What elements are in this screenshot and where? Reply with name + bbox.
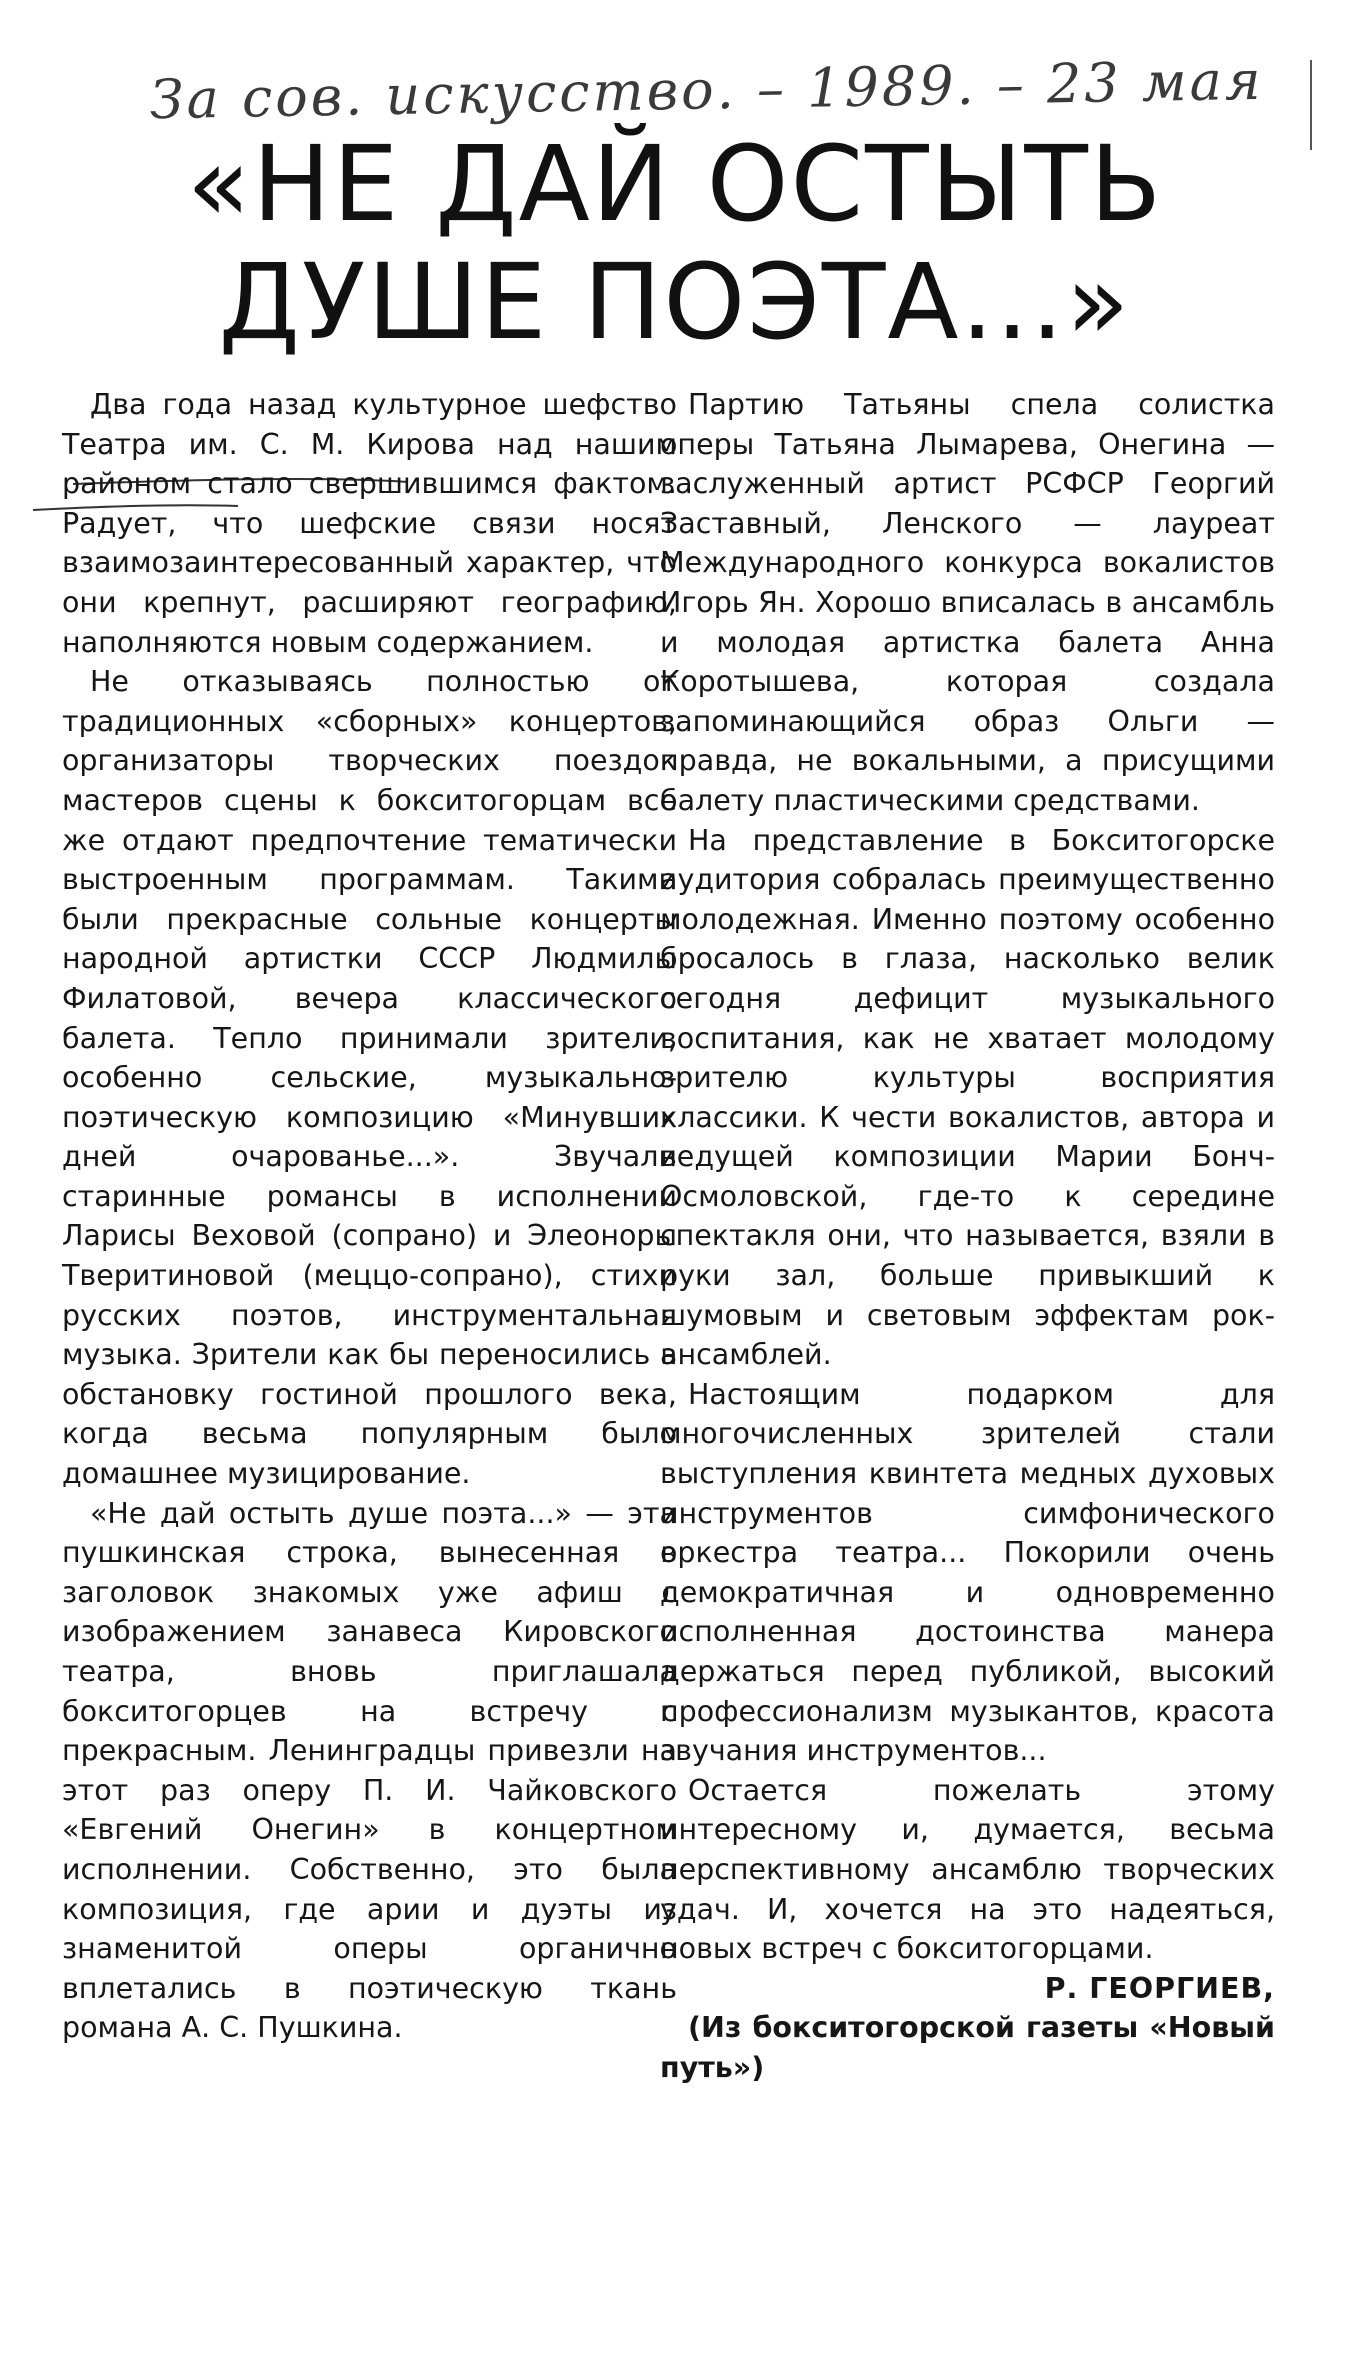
left-paragraph-1: Два года назад культурное шефство Театра им. С. М. Кирова над нашим районом стало свершившимся фактом. Радует, что шефские связи носят взаимозаинтересованный характер, что они крепнут, расширяют географию, наполняются новым содержанием.: [62, 388, 677, 659]
right-paragraph-3: Настоящим подарком для многочисленных зрителей стали выступления квинтета медных духовых инструментов симфонического оркестра театра... Покорили очень демократичная и одновременно исполненная достоинства манера держаться перед публикой, высокий профессионализм музыкантов, красота звучания инструментов...: [660, 1377, 1275, 1768]
author-signature: Р. ГЕОРГИЕВ,: [1044, 1971, 1275, 2005]
handwritten-source-note: За сов. искусство. – 1989. – 23 мая: [149, 48, 1265, 132]
headline-line-1: «НЕ ДАЙ ОСТЫТЬ: [186, 123, 1164, 245]
right-paragraph-2: На представление в Бокситогорске аудитория собралась преимущественно молодежная. Именно поэтому особенно бросалось в глаза, насколько велик сегодня дефицит музыкального воспитания, как не хватает молодому зрителю культуры восприятия классики. К чести вокалистов, автора и ведущей композиции Марии Бонч-Осмоловской, где-то к середине спектакля они, что называется, взяли в руки зал, больше привыкший к шумовым и световым эффектам рок-ансамблей.: [660, 823, 1275, 1372]
right-paragraph-1: Партию Татьяны спела солистка оперы Татьяна Лымарева, Онегина — заслуженный артист РСФСР Георгий Заставный, Ленского — лауреат Международного конкурса вокалистов Игорь Ян. Хорошо вписалась в ансамбль и молодая артистка балета Анна Коротышева, которая создала запоминающийся образ Ольги — правда, не вокальными, а присущими балету пластическими средствами.: [660, 388, 1275, 817]
left-paragraph-2: Не отказываясь полностью от традиционных «сборных» концертов, организаторы творческих поездок мастеров сцены к бокситогорцам все же отдают предпочтение тематически выстроенным программам. Такими были прекрасные сольные концерты народной артистки СССР Людмилы Филатовой, вечера классического балета. Тепло принимали зрители, особенно сельские, музыкально-поэтическую композицию «Минувших дней очарованье...». Звучали старинные романсы в исполнении Ларисы Веховой (сопрано) и Элеоноры Тверитиновой (меццо-сопрано), стихи русских поэтов, инструментальная музыка. Зрители как бы переносились в обстановку гостиной прошлого века, когда весьма популярным было домашнее музицирование.: [62, 665, 677, 1491]
signature-line: [660, 1969, 1275, 2009]
source-note: (Из бокситогорской газеты «Новый путь»): [660, 2011, 1275, 2084]
left-column: [62, 385, 677, 2048]
right-column: [660, 385, 1275, 2088]
handwritten-stroke: [1310, 60, 1312, 150]
article-headline: [60, 125, 1290, 361]
left-paragraph-3: «Не дай остыть душе поэта...» — эта пушкинская строка, вынесенная в заголовок знакомых уже афиш с изображением занавеса Кировского театра, вновь приглашала бокситогорцев на встречу с прекрасным. Ленинградцы привезли на этот раз оперу П. И. Чайковского «Евгений Онегин» в концертном исполнении. Собственно, это была композиция, где арии и дуэты из знаменитой оперы органично вплетались в поэтическую ткань романа А. С. Пушкина.: [62, 1496, 677, 2045]
headline-line-2: ДУШЕ ПОЭТА...»: [218, 241, 1132, 363]
closing-text: Остается пожелать этому интересному и, думается, весьма перспективному ансамблю творческих удач. И, хочется на это надеяться, новых встреч с бокситогорцами.: [660, 1773, 1275, 1966]
right-paragraph-4: [660, 1771, 1275, 1969]
